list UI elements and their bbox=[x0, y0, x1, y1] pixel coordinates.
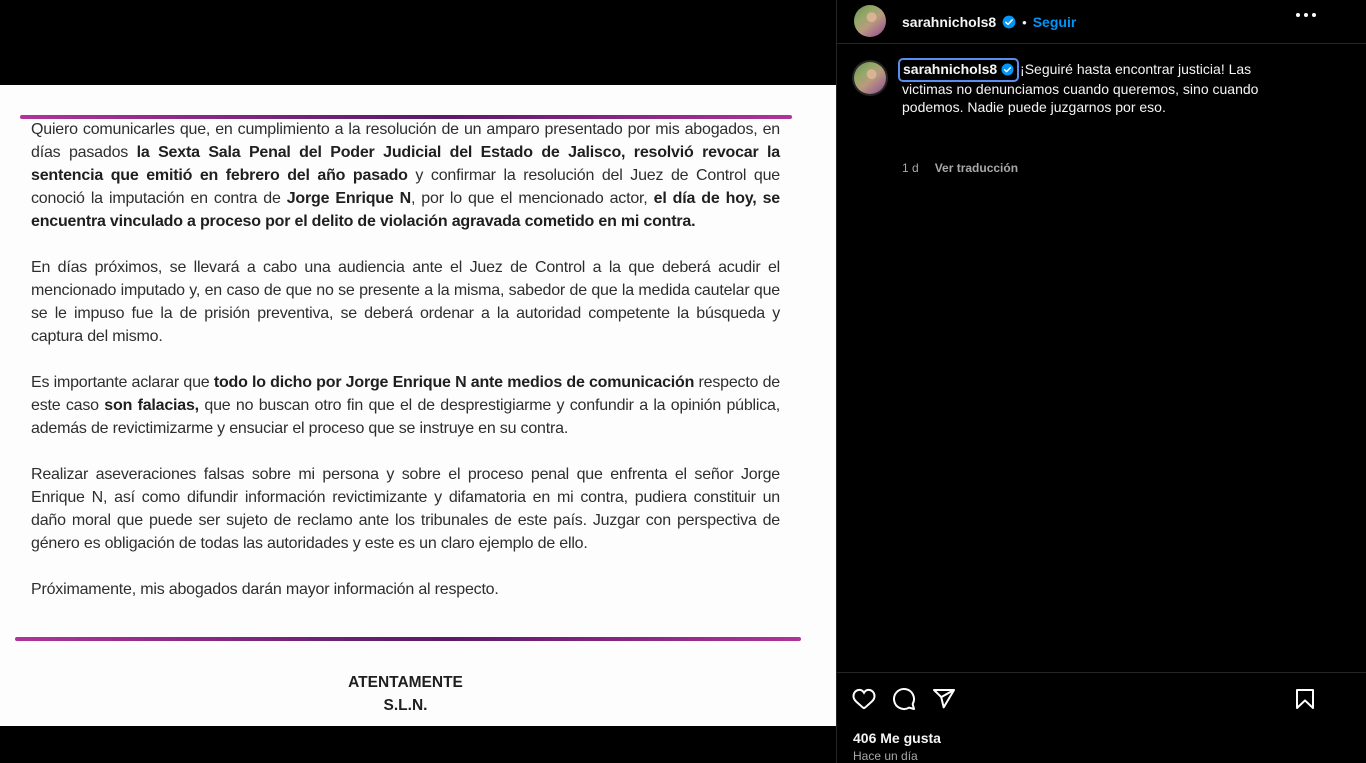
closing-line-atentamente: ATENTAMENTE bbox=[348, 674, 463, 691]
follow-button[interactable]: Seguir bbox=[1032, 14, 1077, 30]
document-paragraph: Quiero comunicarles que, en cumplimiento a la resolución de un amparo presentado por mis abogados, en días pasados la Sexta Sala Penal del Poder Judicial del Estado de Jalisco, resolvió revocar la sentencia que emitió en febrero del año pasado y confirmar la resolución del Juez de Control que conoció la imputación en contra de Jorge Enrique N, por lo que el mencionado actor, el día de hoy, se encuentra vinculado a proceso por el delito de violación agravada cometido en mi contra. bbox=[31, 121, 780, 230]
comment-icon[interactable] bbox=[892, 687, 916, 711]
likes-count[interactable]: 406 Me gusta bbox=[853, 730, 941, 746]
document-paragraph: Próximamente, mis abogados darán mayor información al respecto. bbox=[31, 581, 499, 598]
comment-username[interactable]: sarahnichols8 bbox=[903, 61, 998, 77]
caption-text: ¡Seguiré hasta encontrar justicia! Las victimas no denunciamos cuando queremos, sino cuando podemos. Nadie puede juzgarnos por eso. bbox=[902, 61, 1259, 115]
header-username[interactable]: sarahnichols8 bbox=[902, 14, 997, 30]
see-translation-link[interactable]: Ver traducción bbox=[934, 161, 1019, 175]
avatar[interactable] bbox=[854, 62, 886, 94]
username-highlight-box[interactable] bbox=[898, 58, 1019, 82]
document-paragraph: Es importante aclarar que todo lo dicho por Jorge Enrique N ante medios de comunicación respecto de este caso son falacias, que no buscan otro fin que el de desprestigiarme y confundir a la opinión pública, además de revictimizarme y ensuciar el proceso que se instruye en su contra. bbox=[31, 374, 780, 437]
document-paragraph: Realizar aseveraciones falsas sobre mi persona y sobre el proceso penal que enfrenta el señor Jorge Enrique N, así como difundir información revictimizante y difamatoria en mi contra, pudiera constituir un daño moral que puede ser sujeto de reclamo ante los tribunales de este país. Juzgar con perspectiva de género es obligación de todas las autoridades y este es un claro ejemplo de ello. bbox=[31, 466, 780, 552]
document-closing bbox=[31, 671, 780, 717]
like-icon[interactable] bbox=[852, 687, 876, 711]
action-bar bbox=[837, 672, 1366, 763]
avatar[interactable] bbox=[854, 5, 886, 37]
post-detail-panel bbox=[836, 0, 1366, 763]
post-age: Hace un día bbox=[853, 749, 918, 763]
header-separator: • bbox=[1022, 14, 1027, 30]
document-text bbox=[31, 118, 780, 624]
document-paragraph: En días próximos, se llevará a cabo una audiencia ante el Juez de Control a la que deberá acudir el mencionado imputado y, en caso de que no se presente a la misma, sabedor de que la medida cautelar que se le impuso fue la de prisión preventiva, se deberá ordenar a la autoridad competente la búsqueda y captura del mismo. bbox=[31, 259, 780, 345]
verified-badge-icon bbox=[1001, 63, 1014, 76]
more-options-icon[interactable] bbox=[1296, 13, 1316, 17]
share-icon[interactable] bbox=[932, 687, 956, 711]
document-bottom-rule bbox=[15, 637, 801, 641]
save-icon[interactable] bbox=[1293, 687, 1317, 711]
post-header bbox=[837, 0, 1366, 44]
comment-timestamp: 1 d bbox=[902, 161, 919, 175]
statement-document bbox=[0, 85, 836, 726]
verified-badge-icon bbox=[1002, 15, 1016, 29]
closing-line-initials: S.L.N. bbox=[383, 697, 428, 714]
